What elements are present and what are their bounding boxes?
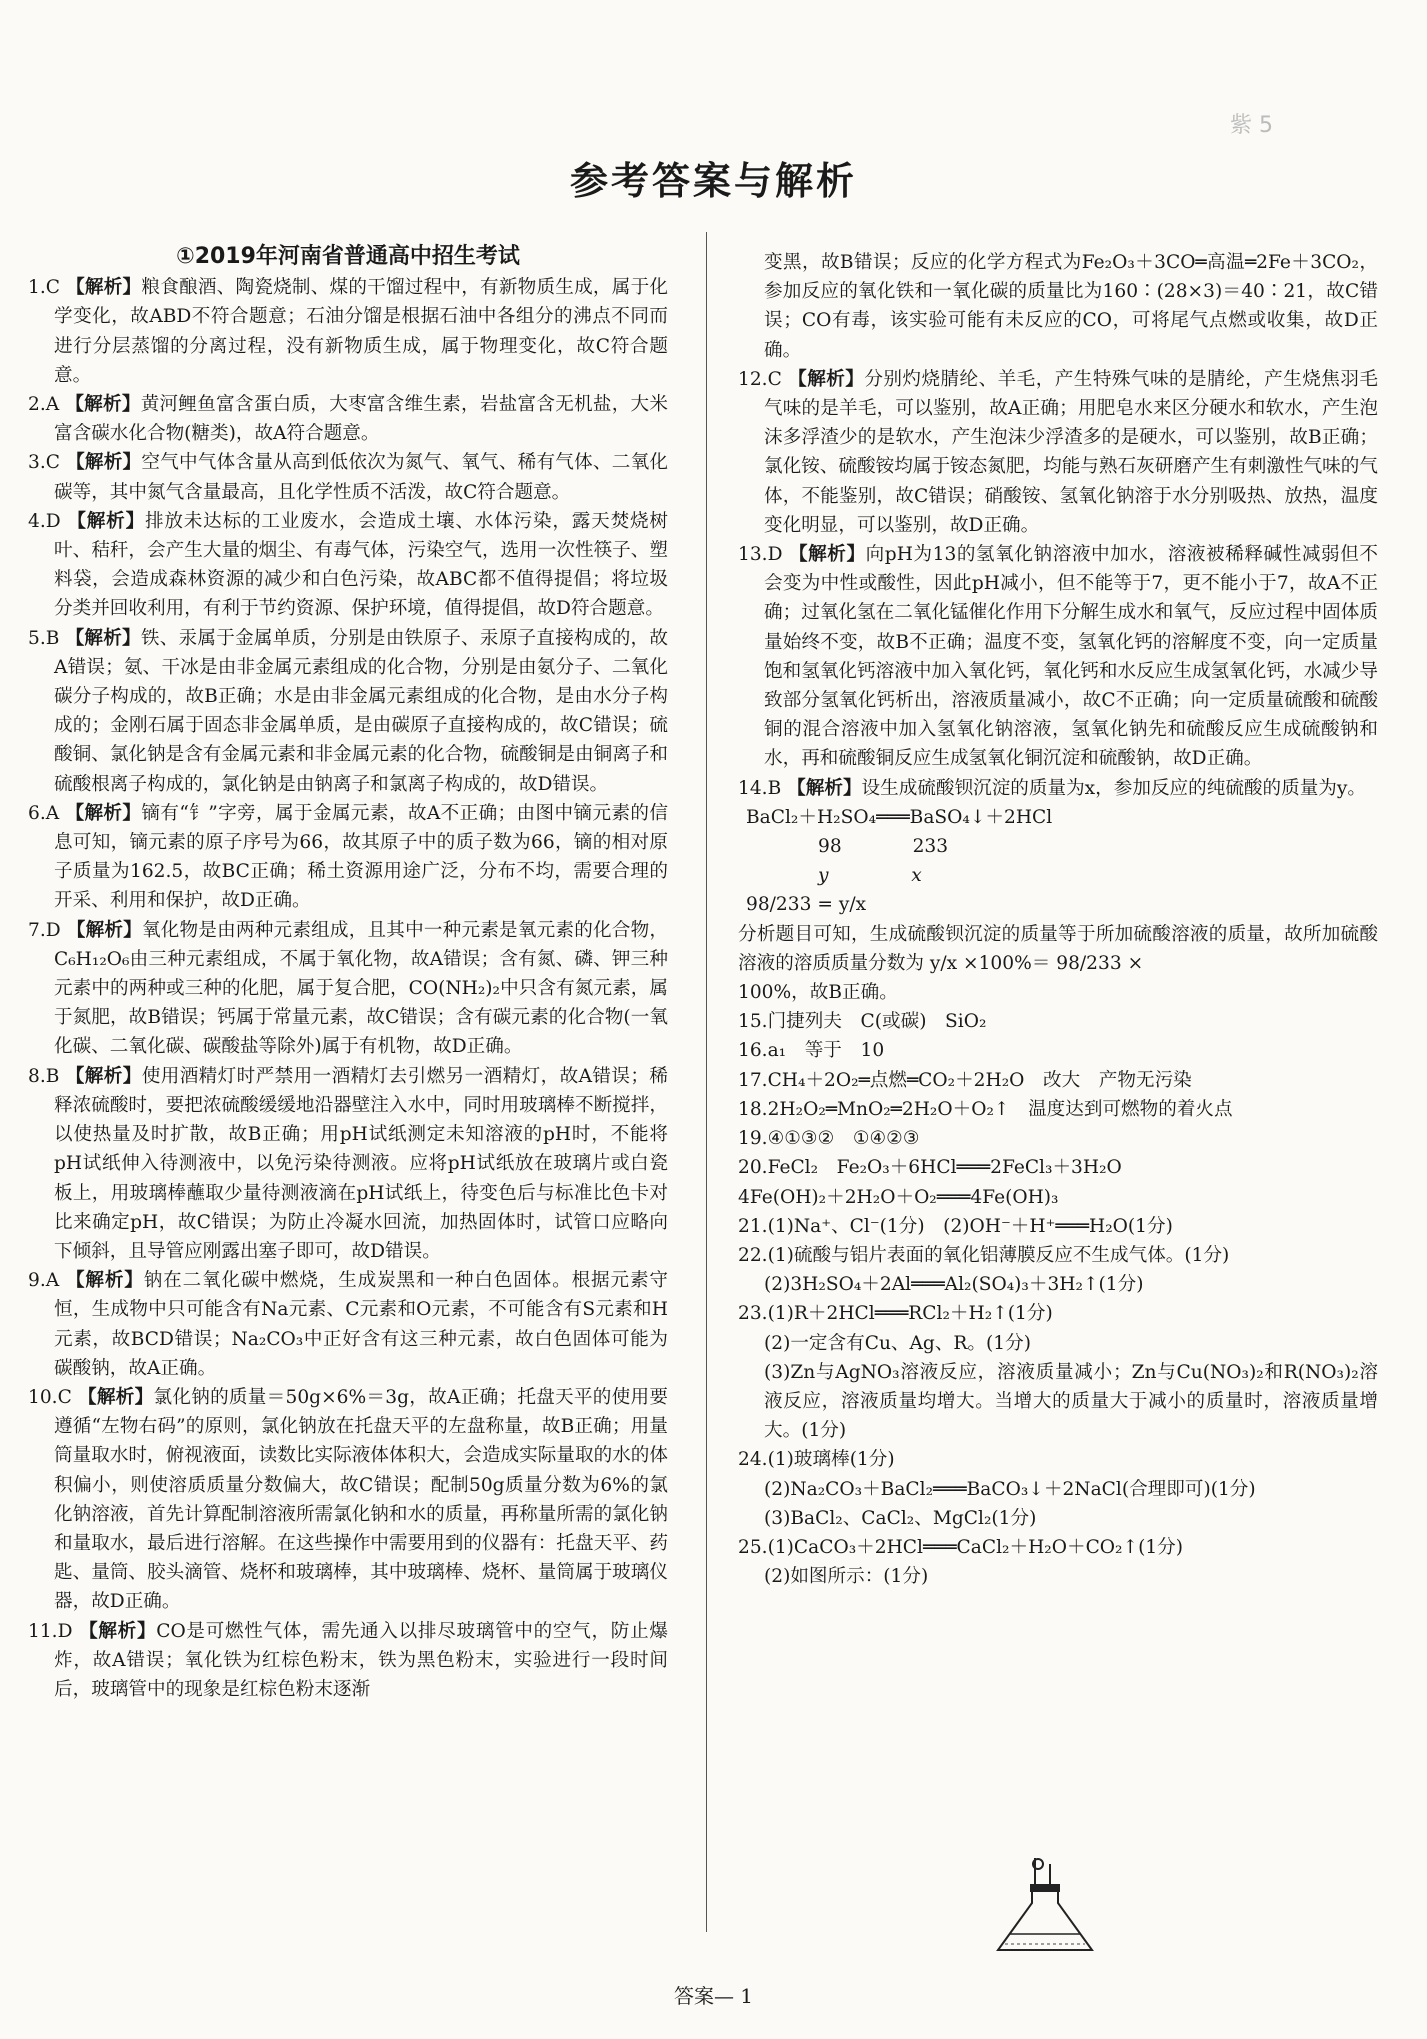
answer-item [28, 1383, 668, 1617]
page-footer: 答案— 1 [673, 1984, 754, 2008]
answer-text: CO是可燃性气体，需先通入以排尽玻璃管中的空气，防止爆炸，故A错误；氧化铁为红棕色粉末，铁为黑色粉末，实验进行一段时间后，玻璃管中的现象是红棕色粉末逐渐 [54, 1620, 668, 1700]
analysis-tag: 【解析】 [65, 394, 141, 416]
answer-14-analysis: 分析题目可知，生成硫酸钡沉淀的质量等于所加硫酸溶液的质量，故所加硫酸溶液的溶质质量分数为 y/x ×100%＝ 98/233 × [738, 923, 1378, 974]
analysis-tag: 【解析】 [66, 277, 142, 299]
answer-item [28, 1617, 668, 1705]
answer-number: 7.D [28, 919, 61, 941]
column-divider [706, 232, 707, 1932]
answer-item [28, 273, 668, 390]
answer-number: 13.D [738, 544, 783, 566]
fill-answer: 20.FeCl₂ Fe₂O₃＋6HCl═══2FeCl₃＋3H₂O [738, 1157, 1122, 1179]
answer-text: 镝有“钅”字旁，属于金属元素，故A不正确；由图中镝元素的信息可知，镝元素的原子序号为66，故其原子中的质子数为66，镝的相对原子质量为162.5，故BC正确；稀土资源用途广泛，分布不均，需要合理的开采、利用和保护，故D正确。 [54, 802, 668, 912]
answer-item [28, 507, 668, 624]
answer-item [28, 916, 668, 1062]
answer-11-continued: 变黑，故B错误；反应的化学方程式为Fe₂O₃＋3CO═高温═2Fe＋3CO₂，参加反应的氧化铁和一氧化碳的质量比为160∶(28×3)＝40∶21，故C错误；CO有毒，该实验可能有未反应的CO，可将尾气点燃或收集，故D正确。 [764, 252, 1378, 361]
answer-item [28, 1062, 668, 1266]
answer-number: 8.B [28, 1065, 60, 1087]
fill-answer: 15.门捷列夫 C(或碳) SiO₂ [738, 1011, 987, 1033]
answer-text: 黄河鲤鱼富含蛋白质，大枣富含维生素，岩盐富含无机盐，大米富含碳水化合物(糖类)，故A符合题意。 [54, 394, 668, 445]
equation-14-ratio: 98/233 = y/x [746, 894, 867, 916]
answer-item [28, 799, 668, 916]
equation-14-line3: y x [818, 865, 922, 887]
fill-answer: 16.a₁ 等于 10 [738, 1040, 885, 1062]
answer-number: 14.B [738, 777, 782, 799]
answer-text: 排放未达标的工业废水，会造成土壤、水体污染，露天焚烧树叶、秸秆，会产生大量的烟尘、有毒气体，污染空气，选用一次性筷子、塑料袋，会造成森林资源的减少和白色污染，故ABC都不值得提倡；将垃圾分类并回收利用，有利于节约资源、保护环境，值得提倡，故D符合题意。 [54, 510, 668, 620]
fill-answer: (2)一定含有Cu、Ag、R。(1分) [764, 1332, 1031, 1354]
answer-number: 4.D [28, 510, 61, 532]
analysis-tag: 【解析】 [66, 919, 142, 941]
corner-mark: 紫 5 [1230, 113, 1273, 138]
analysis-tag: 【解析】 [788, 544, 866, 566]
analysis-tag: 【解析】 [65, 802, 142, 824]
answer-number: 9.A [28, 1270, 60, 1292]
answer-number: 6.A [28, 802, 60, 824]
fill-answer: 25.(1)CaCO₃＋2HCl═══CaCl₂＋H₂O＋CO₂↑(1分) [738, 1536, 1184, 1558]
answer-text: 设生成硫酸钡沉淀的质量为x，参加反应的纯硫酸的质量为y。 [861, 777, 1366, 799]
answer-item [28, 1266, 668, 1383]
fill-answer: (2)如图所示：(1分) [764, 1566, 929, 1588]
answer-number: 1.C [28, 277, 60, 299]
analysis-tag: 【解析】 [66, 452, 142, 474]
right-column [738, 248, 1378, 1591]
analysis-tag: 【解析】 [787, 777, 862, 799]
left-column [28, 242, 668, 1704]
answer-number: 10.C [28, 1386, 72, 1408]
fill-answer: (2)Na₂CO₃＋BaCl₂═══BaCO₃↓＋2NaCl(合理即可)(1分) [764, 1478, 1256, 1500]
answer-number: 11.D [28, 1620, 73, 1642]
analysis-tag: 【解析】 [79, 1620, 157, 1642]
analysis-tag: 【解析】 [788, 368, 865, 390]
answer-text: 钠在二氧化碳中燃烧，生成炭黑和一种白色固体。根据元素守恒，生成物中只可能含有Na元素、C元素和O元素，不可能含有S元素和H元素，故BCD错误；Na₂CO₃中正好含有这三种元素，故白色固体可能为碳酸钠，故A正确。 [54, 1270, 668, 1379]
analysis-tag: 【解析】 [65, 627, 141, 649]
analysis-tag: 【解析】 [78, 1386, 154, 1408]
fill-answer: 18.2H₂O₂═MnO₂═2H₂O＋O₂↑ 温度达到可燃物的着火点 [738, 1098, 1233, 1120]
answer-text: 分别灼烧腈纶、羊毛，产生特殊气味的是腈纶，产生烧焦羽毛气味的是羊毛，可以鉴别，故A正确；用肥皂水来区分硬水和软水，产生泡沫多浮渣少的是软水，产生泡沫少浮渣多的是硬水，可以鉴别，故B正确；氯化铵、硫酸铵均属于铵态氮肥，均能与熟石灰研磨产生有刺激性气味的气体，不能鉴别，故C错误；硝酸铵、氢氧化钠溶于水分别吸热、放热，温度变化明显，可以鉴别，故D正确。 [764, 368, 1378, 536]
flask-diagram [990, 1858, 1100, 1958]
answer-item [738, 540, 1378, 774]
exam-title: ①2019年河南省普通高中招生考试 [176, 244, 520, 269]
answer-item [738, 774, 1378, 803]
fill-answer: (3)BaCl₂、CaCl₂、MgCl₂(1分) [764, 1507, 1037, 1529]
answer-text: 氯化钠的质量＝50g×6%＝3g，故A正确；托盘天平的使用要遵循“左物右码”的原则，氯化钠放在托盘天平的左盘称量，故B正确；用量筒量取水时，俯视液面，读数比实际液体体积大，会造成实际量取的水的体积偏小，则使溶质质量分数偏大，故C错误；配制50g质量分数为6%的氯化钠溶液，首先计算配制溶液所需氯化钠和水的质量，再称量所需的氯化钠和量取水，最后进行溶解。在这些操作中需要用到的仪器有：托盘天平、药匙、量筒、胶头滴管、烧杯和玻璃棒，其中玻璃棒、烧杯、量筒属于玻璃仪器，故D正确。 [54, 1386, 668, 1613]
answer-text: 使用酒精灯时严禁用一酒精灯去引燃另一酒精灯，故A错误；稀释浓硫酸时，要把浓硫酸缓缓地沿器壁注入水中，同时用玻璃棒不断搅拌，以使热量及时扩散，故B正确；用pH试纸测定未知溶液的pH时，不能将pH试纸伸入待测液中，以免污染待测液。应将pH试纸放在玻璃片或白瓷板上，用玻璃棒蘸取少量待测液滴在pH试纸上，待变色后与标准比色卡对比来确定pH，故C错误；为防止冷凝水回流，加热固体时，试管口应略向下倾斜，且导管应刚露出塞子即可，故D错误。 [54, 1065, 668, 1262]
answer-text: 铁、汞属于金属单质，分别是由铁原子、汞原子直接构成的，故A错误；氨、干冰是由非金属元素组成的化合物，分别是由氨分子、二氧化碳分子构成的，故B正确；水是由非金属元素组成的化合物，是由水分子构成的；金刚石属于固态非金属单质，是由碳原子直接构成的，故C错误；硫酸铜、氯化钠是含有金属元素和非金属元素的化合物，硫酸铜是由铜离子和硫酸根离子构成的，氯化钠是由钠离子和氯离子构成的，故D错误。 [54, 627, 668, 795]
answer-number: 2.A [28, 394, 60, 416]
answer-text: 粮食酿酒、陶瓷烧制、煤的干馏过程中，有新物质生成，属于化学变化，故ABD不符合题意；石油分馏是根据石油中各组分的沸点不同而进行分层蒸馏的分离过程，没有新物质生成，属于物理变化，故C符合题意。 [54, 277, 668, 386]
fill-answer: (3)Zn与AgNO₃溶液反应，溶液质量减小；Zn与Cu(NO₃)₂和R(NO₃)₂溶液反应，溶液质量均增大。当增大的质量大于减小的质量时，溶液质量增大。(1分) [764, 1361, 1378, 1442]
equation-14-line2: 98 233 [818, 836, 949, 858]
answer-number: 5.B [28, 627, 60, 649]
answer-text: 向pH为13的氢氧化钠溶液中加水，溶液被稀释碱性减弱但不会变为中性或酸性，因此pH减小，但不能等于7，更不能小于7，故A不正确；过氧化氢在二氧化锰催化作用下分解生成水和氧气，反应过程中固体质量始终不变，故B不正确；温度不变，氢氧化钙的溶解度不变，向一定质量饱和氢氧化钙溶液中加入氧化钙，氧化钙和水反应生成氢氧化钙，水减少导致部分氢氧化钙析出，溶液质量减小，故C不正确；向一定质量硫酸和硫酸铜的混合溶液中加入氢氧化钠溶液，氢氧化钠先和硫酸反应生成硫酸钠和水，再和硫酸铜反应生成氢氧化铜沉淀和硫酸钠，故D正确。 [764, 544, 1378, 770]
answer-number: 3.C [28, 452, 60, 474]
answer-item [738, 365, 1378, 540]
page-title: 参考答案与解析 [569, 159, 857, 203]
analysis-tag: 【解析】 [65, 1065, 142, 1087]
equation-14-line1: BaCl₂＋H₂SO₄═══BaSO₄↓＋2HCl [746, 806, 1053, 828]
analysis-tag: 【解析】 [65, 1270, 144, 1292]
answer-text: 空气中气体含量从高到低依次为氮气、氧气、稀有气体、二氧化碳等，其中氮气含量最高，且化学性质不活泼，故C符合题意。 [54, 452, 668, 503]
fill-answer: 19.④①③② ①④②③ [738, 1128, 920, 1150]
fill-answer: 4Fe(OH)₂＋2H₂O＋O₂═══4Fe(OH)₃ [738, 1186, 1059, 1208]
answer-item [28, 624, 668, 799]
fill-answer: 24.(1)玻璃棒(1分) [738, 1449, 895, 1471]
fill-answer: 23.(1)R＋2HCl═══RCl₂＋H₂↑(1分) [738, 1303, 1053, 1325]
fill-answer: 22.(1)硫酸与铝片表面的氧化铝薄膜反应不生成气体。(1分) [738, 1244, 1230, 1266]
fill-answer: 17.CH₄＋2O₂═点燃═CO₂＋2H₂O 改大 产物无污染 [738, 1069, 1192, 1091]
fill-answer: 21.(1)Na⁺、Cl⁻(1分) (2)OH⁻＋H⁺═══H₂O(1分) [738, 1215, 1173, 1237]
answer-item [28, 448, 668, 506]
answer-14-conclusion: 100%，故B正确。 [738, 982, 898, 1004]
fill-answer: (2)3H₂SO₄＋2Al═══Al₂(SO₄)₃＋3H₂↑(1分) [764, 1274, 1144, 1296]
answer-number: 12.C [738, 368, 782, 390]
answer-item [28, 390, 668, 448]
analysis-tag: 【解析】 [67, 510, 145, 532]
answer-text: 氧化物是由两种元素组成，且其中一种元素是氧元素的化合物，C₆H₁₂O₆由三种元素组成，不属于氧化物，故A错误；含有氮、磷、钾三种元素中的两种或三种的化肥，属于复合肥，CO(NH₂)₂中只含有氮元素，属于氮肥，故B错误；钙属于常量元素，故C错误；含有碳元素的化合物(一氧化碳、二氧化碳、碳酸盐等除外)属于有机物，故D正确。 [54, 919, 668, 1058]
